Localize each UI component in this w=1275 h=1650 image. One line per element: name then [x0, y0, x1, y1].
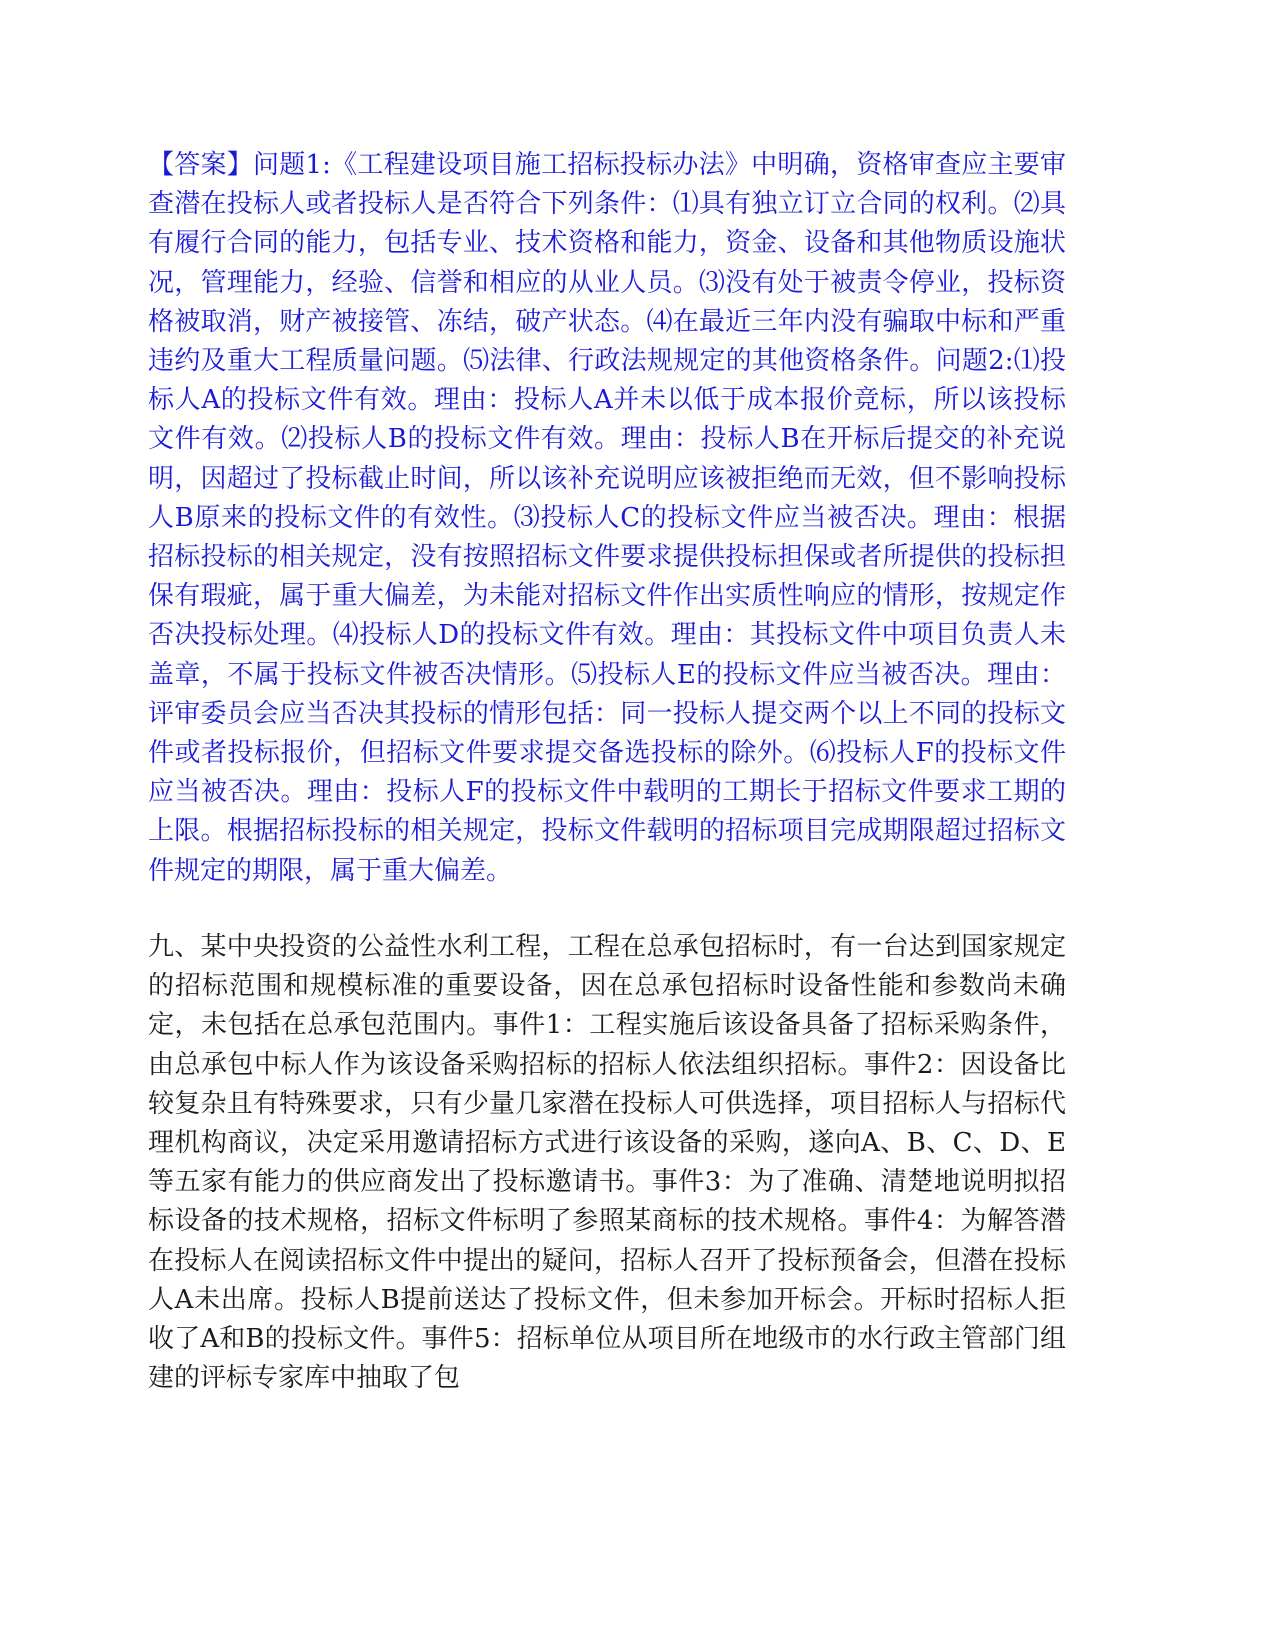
answer-paragraph: 【答案】问题1:《工程建设项目施工招标投标办法》中明确，资格审查应主要审查潜在投标人或者投标人是否符合下列条件：⑴具有独立订立合同的权利。⑵具有履行合同的能力，包括专业、技术资格和能力，资金、设备和其他物质设施状况，管理能力，经验、信誉和相应的从业人员。⑶没有处于被责令停业，投标资格被取消，财产被接管、冻结，破产状态。⑷在最近三年内没有骗取中标和严重违约及重大工程质量问题。⑸法律、行政法规规定的其他资格条件。问题2:⑴投标人A的投标文件有效。理由：投标人A并未以低于成本报价竞标，所以该投标文件有效。⑵投标人B的投标文件有效。理由：投标人B在开标后提交的补充说明，因超过了投标截止时间，所以该补充说明应该被拒绝而无效，但不影响投标人B原来的投标文件的有效性。⑶投标人C的投标文件应当被否决。理由：根据招标投标的相关规定，没有按照招标文件要求提供投标担保或者所提供的投标担保有瑕疵，属于重大偏差，为未能对招标文件作出实质性响应的情形，按规定作否决投标处理。⑷投标人D的投标文件有效。理由：其投标文件中项目负责人未盖章，不属于投标文件被否决情形。⑸投标人E的投标文件应当被否决。理由：评审委员会应当否决其投标的情形包括：同一投标人提交两个以上不同的投标文件或者投标报价，但招标文件要求提交备选投标的除外。⑹投标人F的投标文件应当被否决。理由：投标人F的投标文件中载明的工期长于招标文件要求工期的上限。根据招标投标的相关规定，投标文件载明的招标项目完成期限超过招标文件规定的期限，属于重大偏差。: [148, 150, 1066, 886]
question-paragraph: 九、某中央投资的公益性水利工程，工程在总承包招标时，有一台达到国家规定的招标范围和规模标准的重要设备，因在总承包招标时设备性能和参数尚未确定，未包括在总承包范围内。事件1：工程实施后该设备具备了招标采购条件，由总承包中标人作为该设备采购招标的招标人依法组织招标。事件2：因设备比较复杂且有特殊要求，只有少量几家潜在投标人可供选择，项目招标人与招标代理机构商议，决定采用邀请招标方式进行该设备的采购，遂向A、B、C、D、E等五家有能力的供应商发出了投标邀请书。事件3：为了准确、清楚地说明拟招标设备的技术规格，招标文件标明了参照某商标的技术规格。事件4：为解答潜在投标人在阅读招标文件中提出的疑问，招标人召开了投标预备会，但潜在投标人A未出席。投标人B提前送达了投标文件，但未参加开标会。开标时招标人拒收了A和B的投标文件。事件5：招标单位从项目所在地级市的水行政主管部门组建的评标专家库中抽取了包: [148, 932, 1066, 1394]
